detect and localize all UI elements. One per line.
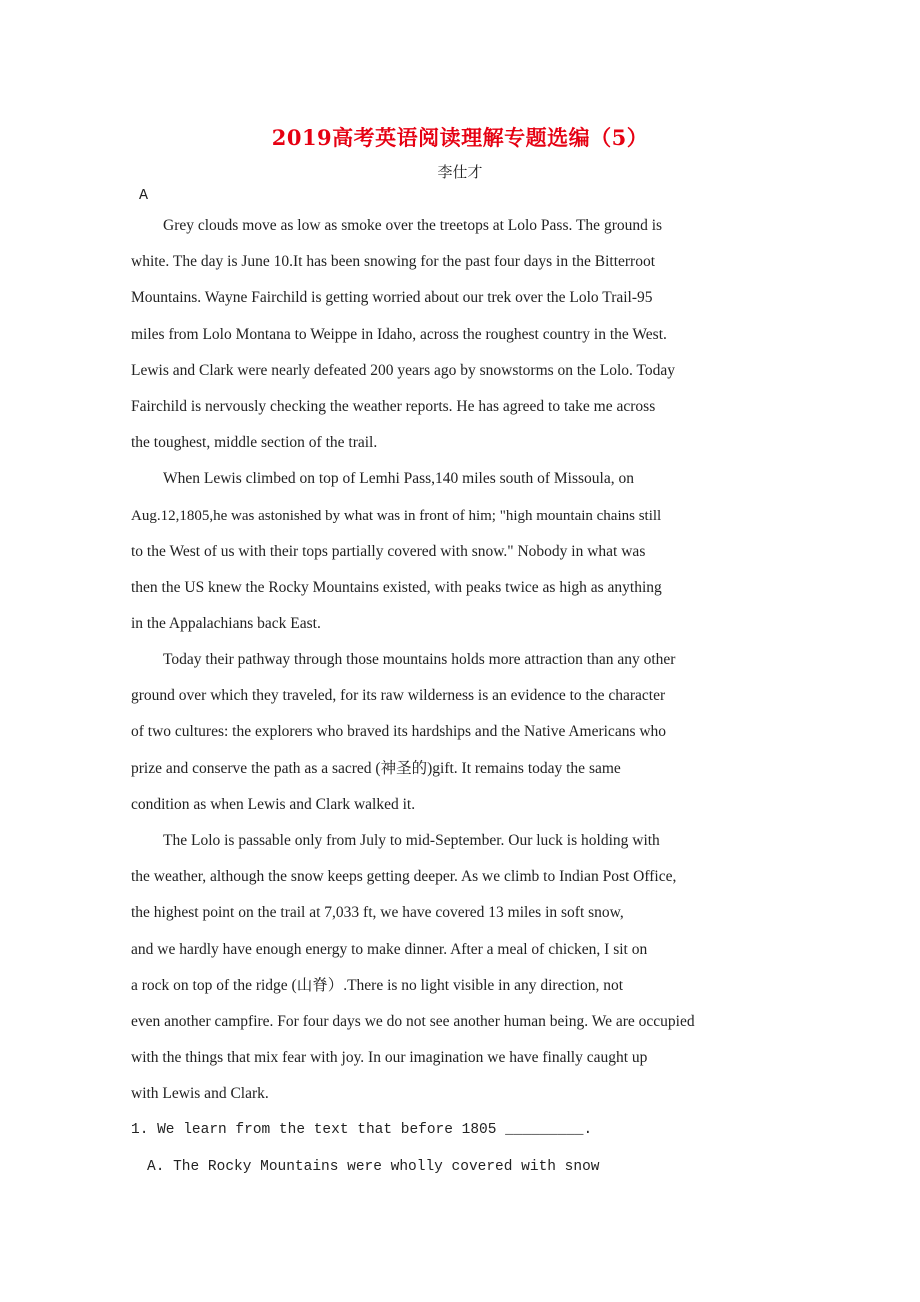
passage-line: of two cultures: the explorers who braved its hardships and the Native Americans who	[131, 723, 667, 740]
passage-line: Mountains. Wayne Fairchild is getting worried about our trek over the Lolo Trail-95	[131, 289, 653, 306]
passage-line: the weather, although the snow keeps getting deeper. As we climb to Indian Post Office,	[131, 868, 677, 885]
passage-line: Grey clouds move as low as smoke over the treetops at Lolo Pass. The ground is	[163, 217, 663, 234]
passage-line: ground over which they traveled, for its raw wilderness is an evidence to the character	[131, 687, 666, 704]
passage-line: with Lewis and Clark.	[131, 1085, 269, 1102]
document-title: 2019高考英语阅读理解专题选编（5）	[271, 125, 649, 150]
passage-line: prize and conserve the path as a sacred (神圣的)gift. It remains today the same	[131, 760, 621, 777]
passage-line: in the Appalachians back East.	[131, 615, 321, 632]
passage-line: the highest point on the trail at 7,033 ft, we have covered 13 miles in soft snow,	[131, 904, 624, 921]
passage-line: condition as when Lewis and Clark walked it.	[131, 796, 416, 813]
passage-line: and we hardly have enough energy to make dinner. After a meal of chicken, I sit on	[131, 941, 648, 958]
passage-line: to the West of us with their tops partially covered with snow." Nobody in what was	[131, 543, 646, 560]
passage-line: Fairchild is nervously checking the weather reports. He has agreed to take me across	[131, 398, 656, 415]
passage-line: a rock on top of the ridge (山脊）.There is no light visible in any direction, not	[131, 977, 624, 994]
passage-line: the toughest, middle section of the trail.	[131, 434, 378, 451]
passage-line: with the things that mix fear with joy. In our imagination we have finally caught up	[131, 1049, 648, 1066]
passage-line: even another campfire. For four days we do not see another human being. We are occupied	[131, 1013, 695, 1030]
question-option-a: A. The Rocky Mountains were wholly covered with snow	[147, 1159, 600, 1175]
passage-line: Today their pathway through those mountains holds more attraction than any other	[163, 651, 676, 668]
passage-line: white. The day is June 10.It has been snowing for the past four days in the Bitterroot	[131, 253, 656, 270]
passage-line: When Lewis climbed on top of Lemhi Pass,140 miles south of Missoula, on	[163, 470, 634, 487]
passage-line: The Lolo is passable only from July to mid-September. Our luck is holding with	[163, 832, 660, 849]
passage-line: miles from Lolo Montana to Weippe in Idaho, across the roughest country in the West.	[131, 326, 667, 343]
section-label: A	[139, 187, 149, 204]
question-stem: 1. We learn from the text that before 1805 _________.	[131, 1122, 593, 1138]
passage-line: then the US knew the Rocky Mountains existed, with peaks twice as high as anything	[131, 579, 662, 596]
passage-line: Lewis and Clark were nearly defeated 200 years ago by snowstorms on the Lolo. Today	[131, 362, 675, 379]
author-name: 李仕才	[437, 163, 483, 181]
passage-line: Aug.12,1805,he was astonished by what was in front of him; "high mountain chains still	[131, 508, 662, 524]
